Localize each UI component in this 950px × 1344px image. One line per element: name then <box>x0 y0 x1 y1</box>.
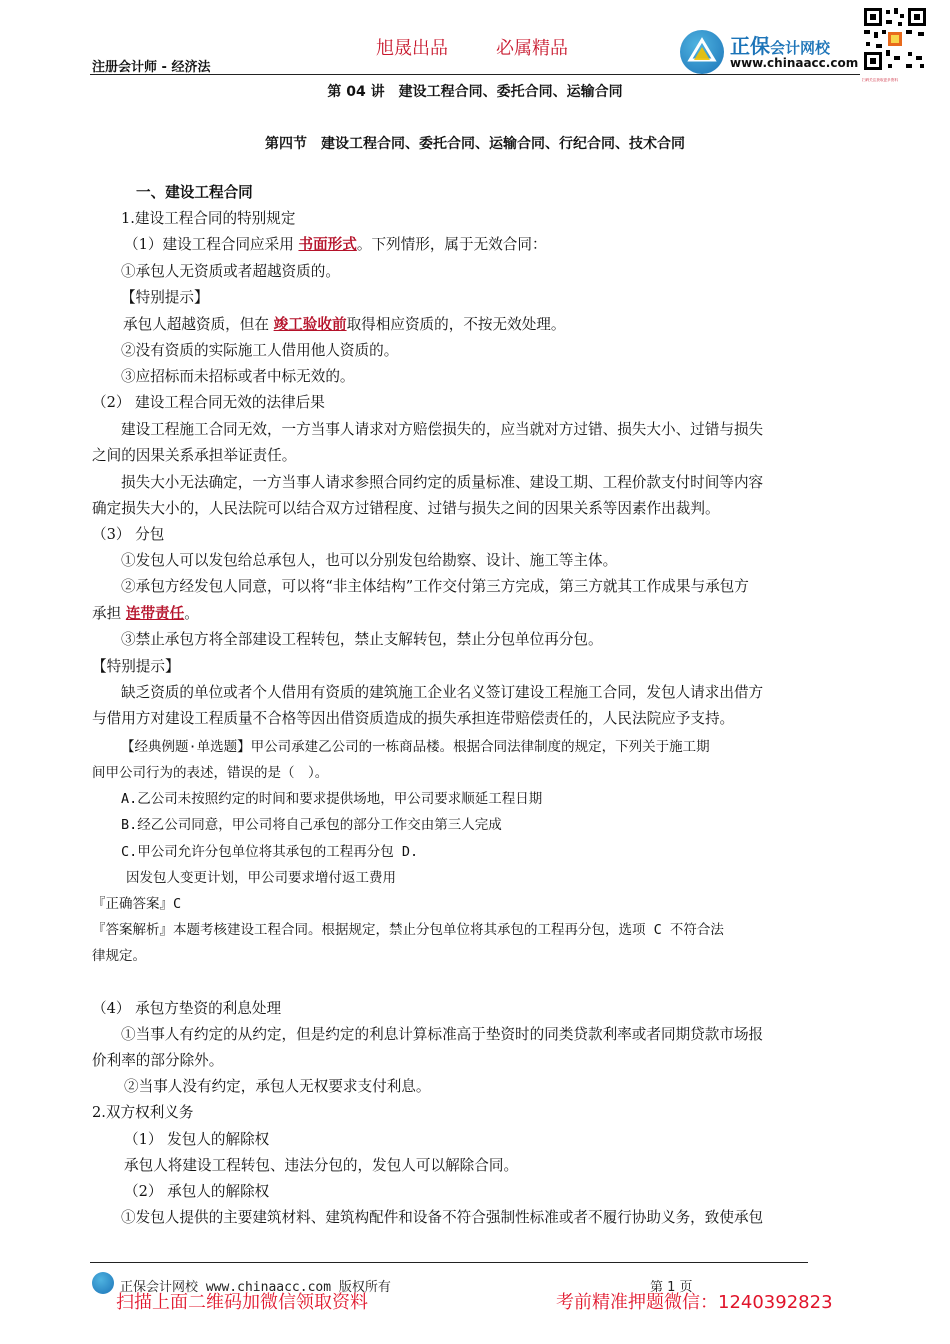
explanation-2: 律规定。 <box>92 948 146 964</box>
footer-divider <box>90 1262 808 1263</box>
logo-sub: 会计网校 <box>770 39 831 57</box>
logo-text <box>730 30 830 59</box>
section-title: 第四节 建设工程合同、委托合同、运输合同、行纪合同、技术合同 <box>265 136 685 152</box>
option-b: B.经乙公司同意，甲公司将自己承包的部分工作交由第三人完成 <box>121 817 502 833</box>
para-5 <box>123 312 566 338</box>
explanation-1: 『答案解析』本题考核建设工程合同。根据规定，禁止分包单位将其承包的工程再分包，选项 C 不符合法 <box>92 922 724 938</box>
text: 取得相应资质的，不按无效处理。 <box>346 316 566 333</box>
keyword-before-acceptance: 竣工验收前 <box>273 316 347 333</box>
para-3: ①承包人无资质或者超越资质的。 <box>121 263 340 280</box>
option-d: 因发包人变更计划，甲公司要求增付返工费用 <box>126 870 396 886</box>
footer-logo-icon <box>92 1272 114 1294</box>
question-stem: 【经典例题·单选题】甲公司承建乙公司的一栋商品楼。根据合同法律制度的规定，下列关于施工期 <box>121 739 710 755</box>
keyword-written-form: 书面形式 <box>298 236 357 253</box>
header-divider <box>90 74 860 75</box>
para-27: 承包人将建设工程转包、违法分包的，发包人可以解除合同。 <box>124 1157 519 1174</box>
para-11: 损失大小无法确定，一方当事人请求参照合同约定的质量标准、建设工期、工程价款支付时间等内容 <box>121 474 764 491</box>
para-1: 1.建设工程合同的特别规定 <box>121 210 296 227</box>
course-name: 注册会计师 - 经济法 <box>92 60 211 75</box>
logo-url: www.chinaacc.com <box>730 56 859 70</box>
text: 。下列情形，属于无效合同： <box>356 236 547 253</box>
para-25: 2.双方权利义务 <box>92 1104 194 1121</box>
promo-left: 扫描上面二维码加微信领取资料 <box>116 1292 368 1313</box>
logo-name: 正保 <box>730 34 770 58</box>
footer-copyright: 正保会计网校 www.chinaacc.com 版权所有 <box>120 1280 391 1295</box>
para-8: （2） 建设工程合同无效的法律后果 <box>92 394 325 411</box>
para-28: （2） 承包人的解除权 <box>124 1183 270 1200</box>
slogan-left: 旭晟出品 <box>376 38 448 59</box>
para-6: ②没有资质的实际施工人借用他人资质的。 <box>121 342 399 359</box>
text: 承包人超越资质，但在 <box>123 316 269 333</box>
para-12: 确定损失大小的，人民法院可以结合双方过错程度、过错与损失之间的因果关系等因素作出裁判。 <box>92 500 720 517</box>
text: 承担 <box>92 605 122 622</box>
option-c: C.甲公司允许分包单位将其承包的工程再分包 D. <box>121 844 419 860</box>
keyword-joint-liability: 连带责任 <box>125 605 185 622</box>
para-16 <box>92 601 199 627</box>
slogan-right: 必属精品 <box>496 38 568 59</box>
para-10: 之间的因果关系承担举证责任。 <box>92 447 297 464</box>
para-23: 价利率的部分除外。 <box>92 1052 224 1069</box>
para-26: （1） 发包人的解除权 <box>124 1131 270 1148</box>
tip-label-2: 【特别提示】 <box>92 658 180 675</box>
page-number: 第 1 页 <box>650 1280 693 1295</box>
para-24: ②当事人没有约定，承包人无权要求支付利息。 <box>124 1078 431 1095</box>
promo-right: 考前精准押题微信：1240392823 <box>556 1292 833 1313</box>
para-7: ③应招标而未招标或者中标无效的。 <box>121 368 355 385</box>
para-9: 建设工程施工合同无效，一方当事人请求对方赔偿损失的，应当就对方过错、损失大小、过错与损失 <box>121 421 764 438</box>
option-a: A.乙公司未按照约定的时间和要求提供场地，甲公司要求顺延工程日期 <box>121 791 543 807</box>
para-17: ③禁止承包方将全部建设工程转包，禁止支解转包，禁止分包单位再分包。 <box>121 631 603 648</box>
correct-answer: 『正确答案』C <box>92 896 182 912</box>
para-20: 与借用方对建设工程质量不合格等因出借资质造成的损失承担连带赔偿责任的，人民法院应予支持。 <box>92 710 735 727</box>
heading-1: 一、建设工程合同 <box>136 184 253 201</box>
para-19: 缺乏资质的单位或者个人借用有资质的建筑施工企业名义签订建设工程施工合同，发包人请求出借方 <box>121 684 764 701</box>
text: 。 <box>184 605 199 622</box>
para-29: ①发包人提供的主要建筑材料、建筑构配件和设备不符合强制性标准或者不履行协助义务，致使承包 <box>121 1209 764 1226</box>
question-stem-2: 间甲公司行为的表述，错误的是（ ）。 <box>92 765 329 781</box>
text: （1）建设工程合同应采用 <box>124 236 294 253</box>
logo-emblem-icon <box>680 30 724 74</box>
brand-logo[interactable] <box>680 26 860 80</box>
qr-note: 扫码关注获取更多资料 <box>862 78 898 82</box>
para-15: ②承包方经发包人同意，可以将“非主体结构”工作交付第三方完成，第三方就其工作成果与承包方 <box>121 578 749 595</box>
para-22: ①当事人有约定的从约定，但是约定的利息计算标准高于垫资时的同类贷款利率或者同期贷款市场报 <box>121 1026 764 1043</box>
qr-code-icon <box>862 6 928 72</box>
para-21: （4） 承包方垫资的利息处理 <box>92 1000 282 1017</box>
para-14: ①发包人可以发包给总承包人，也可以分别发包给勘察、设计、施工等主体。 <box>121 552 618 569</box>
para-13: （3） 分包 <box>92 526 165 543</box>
lecture-title: 第 04 讲 建设工程合同、委托合同、运输合同 <box>327 84 623 100</box>
tip-label: 【特别提示】 <box>121 289 209 306</box>
para-2 <box>124 232 547 258</box>
